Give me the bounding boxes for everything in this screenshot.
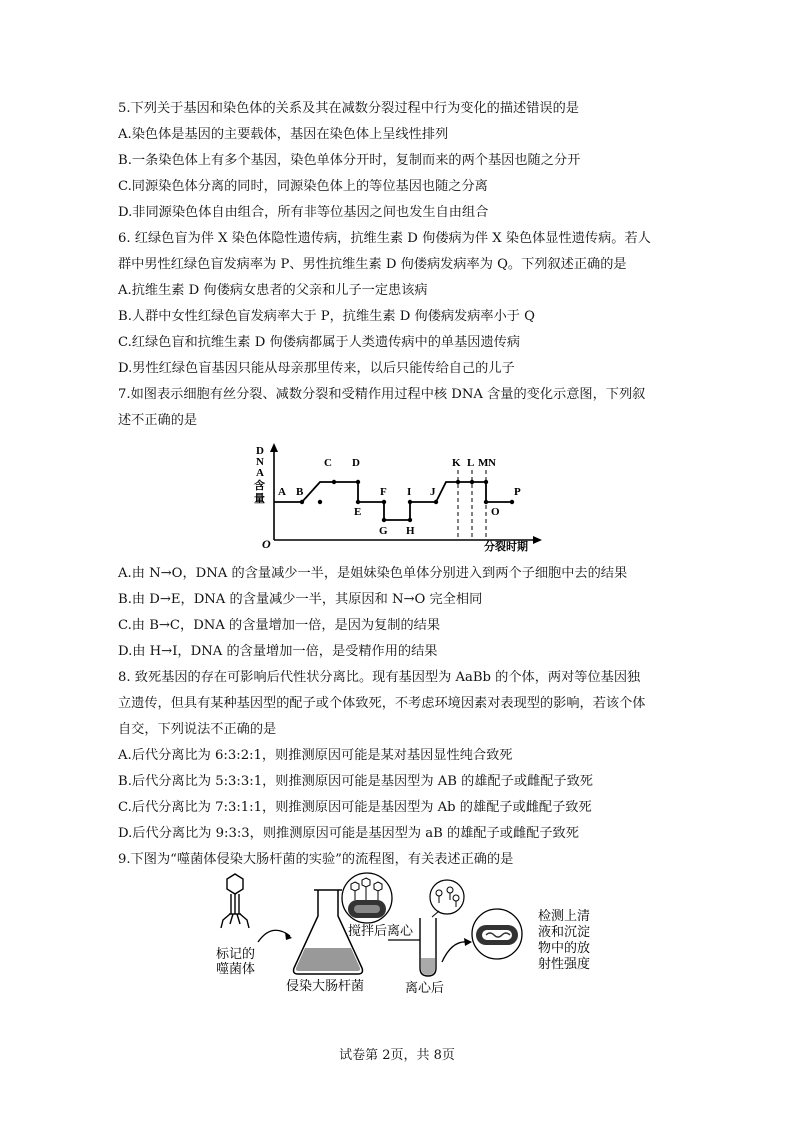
arrow-3 (442, 942, 468, 962)
q6-option-d: D.男性红绿色盲基因只能从母亲那里传来，以后只能传给自己的儿子 (118, 361, 515, 376)
tube-label: 离心后 (405, 981, 445, 995)
q8-stem-line1: 8. 致死基因的存在可影响后代性状分离比。现有基因型为 AaBb 的个体，两对等位基因独 (118, 670, 641, 685)
point-label-e: E (354, 506, 362, 518)
q6-option-c: C.红绿色盲和抗维生素 D 佝偻病都属于人类遗传病中的单基因遗传病 (118, 335, 521, 350)
point-label-d: D (352, 457, 360, 469)
detect-label-1: 检测上清 (538, 909, 591, 924)
q5-stem: 5.下列关于基因和染色体的关系及其在减数分裂过程中行为变化的描述错误的是 (118, 101, 579, 116)
q5-option-c: C.同源染色体分离的同时，同源染色体上的等位基因也随之分离 (118, 179, 488, 194)
arrow-1 (258, 930, 290, 942)
page-footer: 试卷第 2页，共 8页 (339, 1048, 455, 1063)
bacterium-infected-icon (342, 873, 392, 923)
q7-option-b: B.由 D→E，DNA 的含量减少一半，其原因和 N→O 完全相同 (118, 592, 483, 607)
y-axis-label-5: 量 (254, 493, 265, 505)
origin-label: O (262, 537, 271, 551)
point-label-b: B (296, 486, 304, 498)
phage-experiment-diagram (210, 870, 600, 995)
q6-stem-line2: 群中男性红绿色盲发病率为 P、男性抗维生素 D 佝偻病发病率为 Q。下列叙述正确的是 (118, 257, 627, 272)
point-label-j: J (430, 486, 436, 498)
point-label-m: M (478, 457, 489, 469)
point-label-a: A (278, 486, 286, 498)
point-label-o: O (491, 506, 500, 518)
q6-stem-line1: 6. 红绿色盲为伴 X 染色体隐性遗传病，抗维生素 D 佝偻病为伴 X 染色体显性遗传病。若人 (118, 231, 651, 246)
phage-icon (221, 874, 249, 928)
y-axis-label-3: A (256, 467, 264, 479)
point-label-g: G (379, 525, 388, 537)
q7-option-d: D.由 H→I，DNA 的含量增加一倍，是受精作用的结果 (118, 644, 438, 659)
detect-label-3: 物中的放 (538, 941, 591, 956)
q9-stem: 9.下图为“噬菌体侵染大肠杆菌的实验”的流程图，有关表述正确的是 (118, 852, 514, 867)
pellet-bacterium-icon (472, 909, 522, 959)
point-label-h: H (406, 525, 415, 537)
phage-label-2: 噬菌体 (216, 962, 256, 977)
q6-option-b: B.人群中女性红绿色盲发病率大于 P，抗维生素 D 佝偻病发病率小于 Q (118, 309, 535, 324)
point-label-l: L (467, 457, 475, 469)
detect-label-4: 射性强度 (538, 957, 591, 972)
magnify-line (432, 911, 439, 917)
y-axis-label-1: D (256, 445, 264, 457)
x-axis-label: 分裂时期 (484, 541, 528, 553)
point-label-k: K (452, 457, 461, 469)
point-label-f: F (380, 486, 387, 498)
q8-stem-line3: 自交，下列说法不正确的是 (118, 722, 277, 737)
point-label-i: I (407, 486, 412, 498)
x-axis-arrow (533, 536, 542, 544)
q6-option-a: A.抗维生素 D 佝偻病女患者的父亲和儿子一定患该病 (118, 283, 428, 298)
point-label-p: P (514, 486, 521, 498)
q7-option-a: A.由 N→O，DNA 的含量减少一半，是姐妹染色单体分别进入到两个子细胞中去的结果 (118, 566, 628, 581)
q7-stem-line1: 7.如图表示细胞有丝分裂、减数分裂和受精作用过程中核 DNA 含量的变化示意图，下列叙 (118, 387, 646, 402)
dna-curve (274, 482, 512, 520)
q5-option-a: A.染色体是基因的主要载体，基因在染色体上呈线性排列 (118, 127, 449, 142)
test-tube-icon (420, 918, 436, 976)
point-label-c: C (324, 457, 332, 469)
q7-stem-line2: 述不正确的是 (118, 413, 198, 428)
q8-option-a: A.后代分离比为 6:3:2:1，则推测原因可能是某对基因显性纯合致死 (118, 748, 513, 763)
q8-option-b: B.后代分离比为 5:3:3:1，则推测原因可能是基因型为 AB 的雄配子或雌配子致死 (118, 774, 593, 789)
detect-label-2: 液和沉淀 (538, 925, 591, 940)
q8-option-c: C.后代分离比为 7:3:1:1，则推测原因可能是基因型为 Ab 的雄配子或雌配子致死 (118, 800, 592, 815)
stir-label: 搅拌后离心 (348, 924, 414, 939)
q5-option-d: D.非同源染色体自由组合，所有非等位基因之间也发生自由组合 (118, 205, 489, 220)
y-axis-label-2: N (256, 456, 264, 468)
phage-label-1: 标记的 (216, 947, 256, 962)
point-label-n: N (488, 457, 496, 469)
q5-option-b: B.一条染色体上有多个基因，染色单体分开时，复制而来的两个基因也随之分开 (118, 153, 581, 168)
y-axis-label-4: 含 (254, 480, 265, 492)
dna-content-chart (250, 440, 550, 555)
q8-stem-line2: 立遗传，但具有某种基因型的配子或个体致死，不考虑环境因素对表现型的影响，若该个体 (118, 696, 646, 711)
q8-option-d: D.后代分离比为 9:3:3，则推测原因可能是基因型为 aB 的雄配子或雌配子致死 (118, 826, 579, 841)
supernatant-phage-icon (430, 880, 464, 914)
q7-option-c: C.由 B→C，DNA 的含量增加一倍，是因为复制的结果 (118, 618, 441, 633)
y-axis-arrow (270, 443, 278, 452)
flask-label: 侵染大肠杆菌 (286, 979, 365, 994)
